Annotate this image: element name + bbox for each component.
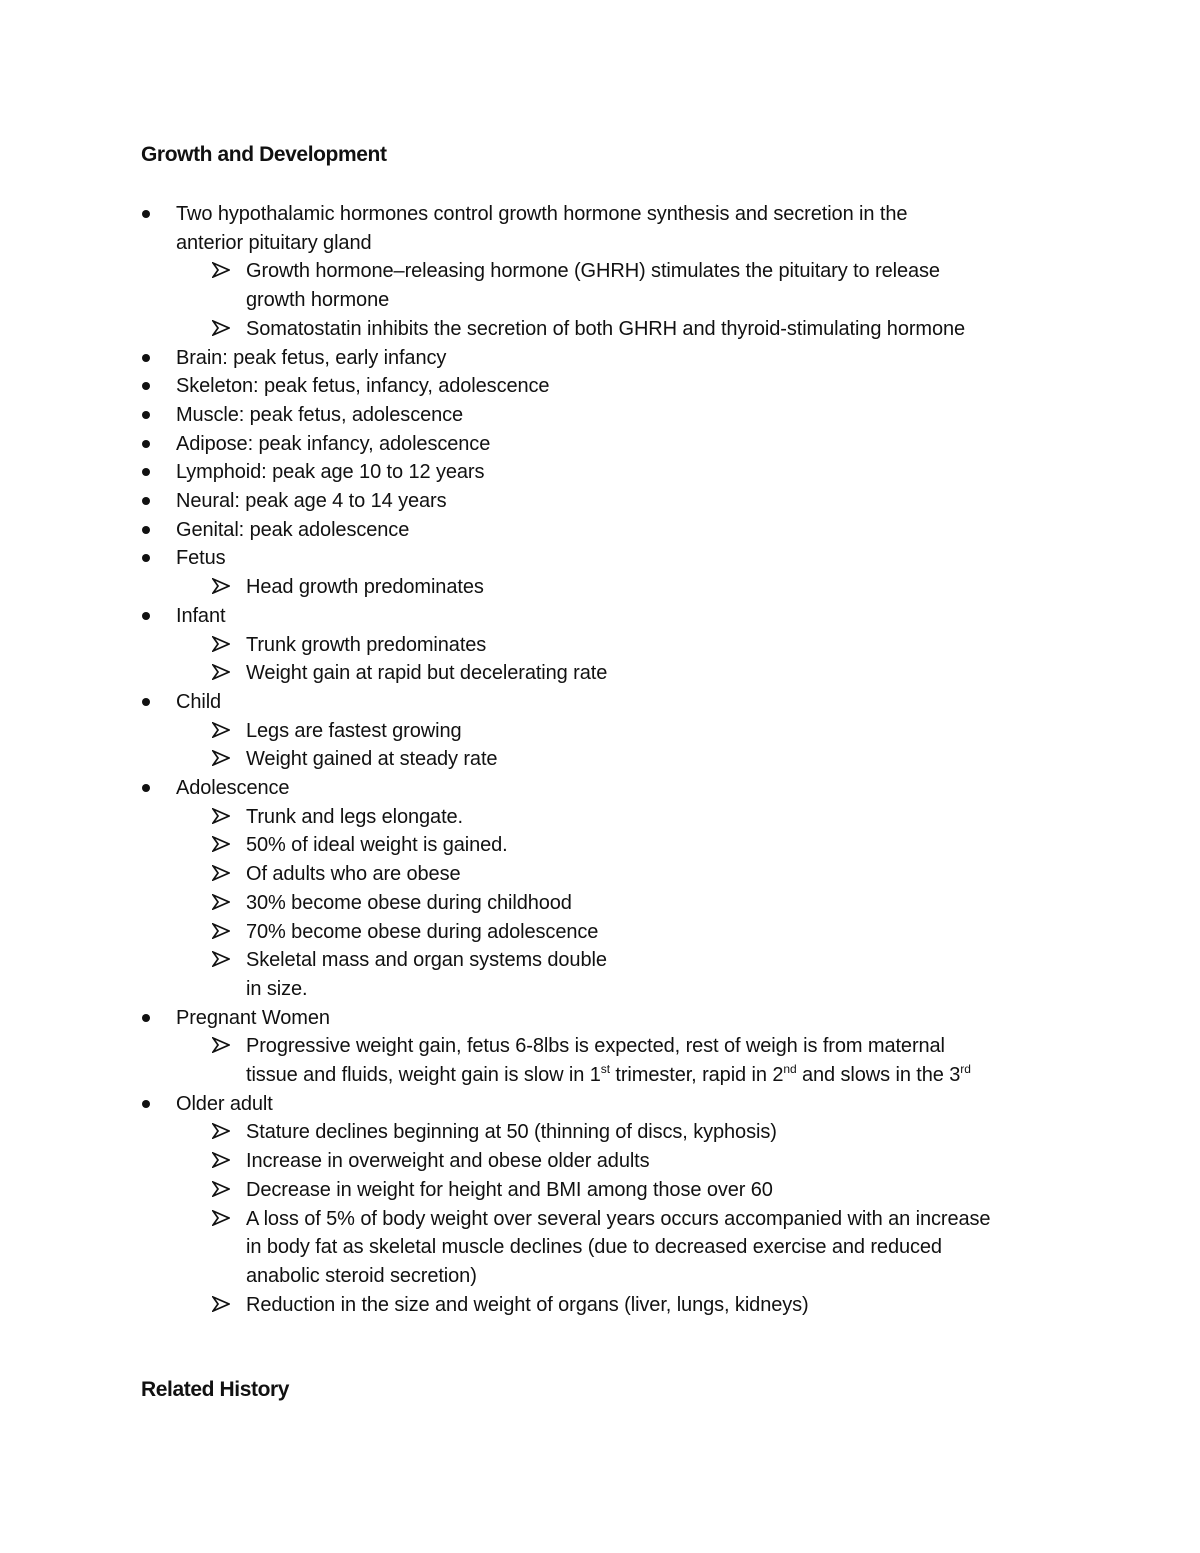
ordinal-superscript: st [600,1062,610,1076]
bullet-icon [142,612,150,620]
section-heading-growth-and-development: Growth and Development [141,143,387,166]
arrow-bullet-icon [212,1037,230,1053]
sub-item-text: Trunk growth predominates [246,633,487,656]
bullet-icon [142,497,150,505]
list-item-text: Lymphoid: peak age 10 to 12 years [176,461,485,484]
sub-item-text: 70% become obese during adolescence [246,920,599,943]
arrow-bullet-icon [212,664,230,680]
arrow-bullet-icon [212,636,230,652]
arrow-bullet-icon [212,865,230,881]
list-item-text: Fetus [176,547,226,570]
text-run: trimester, rapid in 2 [609,1064,784,1086]
list-item-text: Neural: peak age 4 to 14 years [176,490,447,512]
arrow-bullet-icon [212,1210,230,1226]
arrow-bullet-icon [212,1152,230,1168]
bullet-icon [142,526,150,534]
bullet-icon [142,554,150,562]
arrow-bullet-icon [212,262,230,278]
bullet-icon [142,354,150,362]
arrow-bullet-icon [212,1123,230,1139]
arrow-bullet-icon [212,836,230,852]
arrow-bullet-icon [212,1181,230,1197]
bullet-icon [142,210,150,218]
sub-item-text-continued: in size. [246,977,308,1000]
sub-item-text: Growth hormone–releasing hormone (GHRH) stimulates the pituitary to release [246,260,940,283]
bullet-icon [142,1014,150,1022]
list-item-text-continued: anterior pituitary gland [176,231,372,254]
ordinal-superscript: rd [960,1062,971,1076]
sub-item-text: Decrease in weight for height and BMI among those over 60 [246,1178,773,1201]
arrow-bullet-icon [212,578,230,594]
sub-item-text-continued [246,1061,971,1089]
sub-item-text: Increase in overweight and obese older adults [246,1150,650,1173]
arrow-bullet-icon [212,320,230,336]
sub-item-text: Head growth predominates [246,576,484,599]
list-item-text: Adipose: peak infancy, adolescence [176,432,491,455]
bullet-icon [142,468,150,476]
ordinal-superscript: nd [783,1062,797,1076]
list-item-text: Brain: peak fetus, early infancy [176,346,447,369]
arrow-bullet-icon [212,951,230,967]
list-item-text: Older adult [176,1092,273,1115]
list-item-text: Two hypothalamic hormones control growth hormone synthesis and secretion in the [176,203,908,225]
bullet-icon [142,440,150,448]
sub-item-text: A loss of 5% of body weight over several years occurs accompanied with an increase [246,1207,991,1230]
list-item-text: Infant [176,604,226,627]
sub-item-text: Reduction in the size and weight of organs (liver, lungs, kidneys) [246,1293,809,1316]
arrow-bullet-icon [212,722,230,738]
arrow-bullet-icon [212,894,230,910]
sub-item-text: Somatostatin inhibits the secretion of both GHRH and thyroid-stimulating hormone [246,317,966,340]
sub-item-text: Progressive weight gain, fetus 6-8lbs is expected, rest of weigh is from maternal [246,1035,945,1058]
section-heading-related-history: Related History [141,1378,290,1401]
bullet-icon [142,1100,150,1108]
arrow-bullet-icon [212,808,230,824]
sub-item-text: Weight gain at rapid but decelerating rate [246,662,608,685]
sub-item-text: Stature declines beginning at 50 (thinning of discs, kyphosis) [246,1121,777,1144]
sub-item-text-continued: in body fat as skeletal muscle declines (due to decreased exercise and reduced [246,1236,942,1259]
text-run: and slows in the 3 [796,1064,961,1086]
sub-item-text: 50% of ideal weight is gained. [246,834,508,857]
sub-item-text: Skeletal mass and organ systems double [246,949,607,972]
bullet-icon [142,784,150,792]
bullet-icon [142,698,150,706]
arrow-bullet-icon [212,750,230,766]
bullet-icon [142,382,150,390]
sub-item-text: Weight gained at steady rate [246,748,498,771]
list-item-text: Child [176,690,222,713]
list-item-text: Genital: peak adolescence [176,518,410,541]
bullet-icon [142,411,150,419]
sub-item-text-continued: growth hormone [246,289,390,312]
arrow-bullet-icon [212,1296,230,1312]
arrow-bullet-icon [212,923,230,939]
list-item-text: Pregnant Women [176,1006,330,1029]
sub-item-text: Legs are fastest growing [246,719,462,742]
text-run: tissue and fluids, weight gain is slow in 1 [246,1064,601,1086]
sub-item-text-continued: anabolic steroid secretion) [246,1264,477,1287]
list-item-text: Muscle: peak fetus, adolescence [176,403,464,426]
list-item-text: Skeleton: peak fetus, infancy, adolescence [176,375,550,398]
sub-item-text: Of adults who are obese [246,863,461,886]
list-item-text: Adolescence [176,777,290,799]
sub-item-text: 30% become obese during childhood [246,891,572,914]
sub-item-text: Trunk and legs elongate. [246,805,464,828]
